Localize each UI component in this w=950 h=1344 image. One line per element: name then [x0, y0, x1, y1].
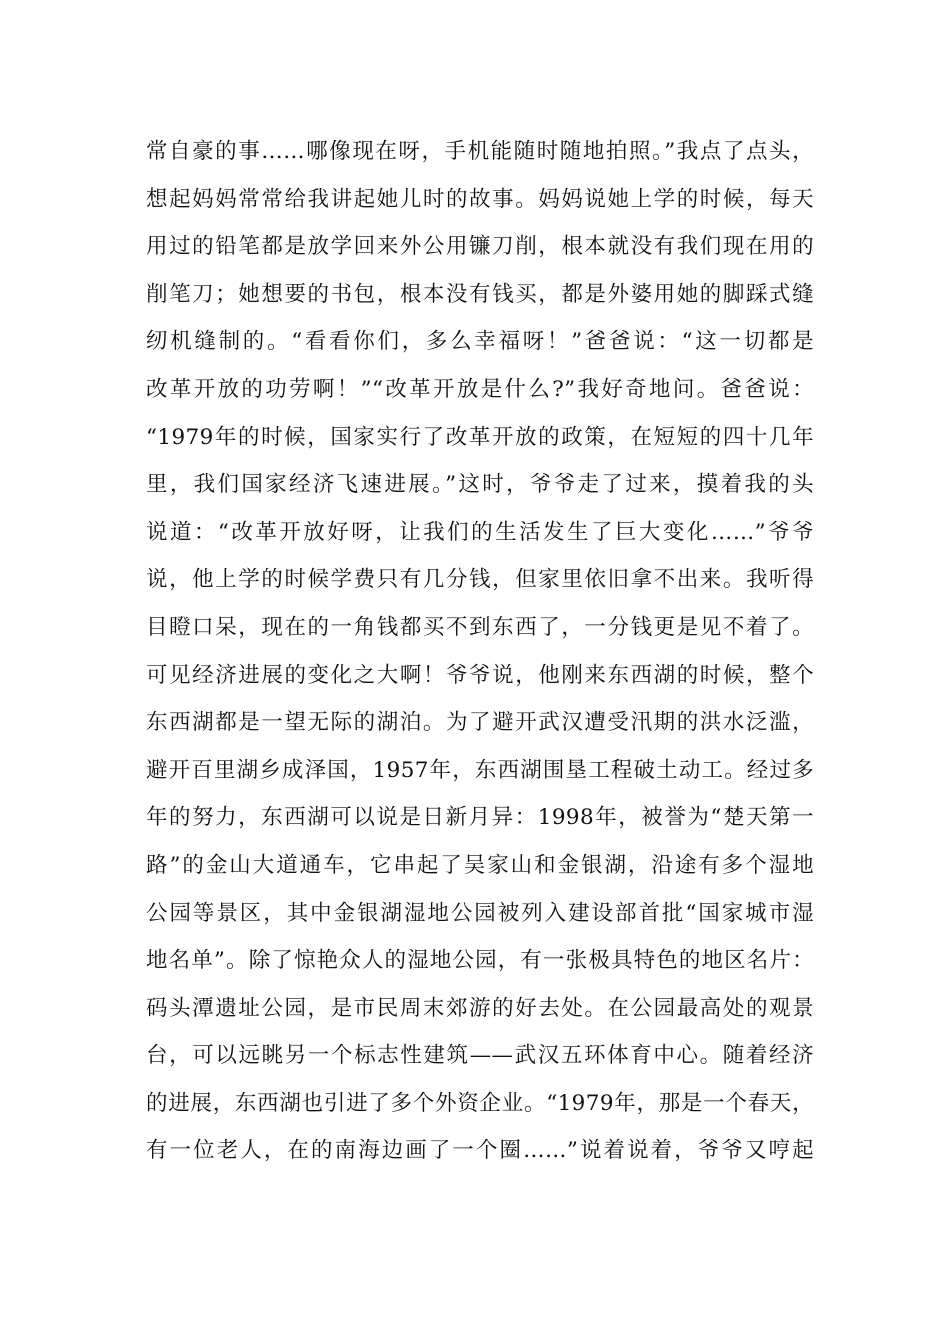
- text-line: 改革开放的功劳啊！”“改革开放是什么?”我好奇地问。爸爸说：: [146, 376, 814, 402]
- text-line: 码头潭遗址公园，是市民周末郊游的好去处。在公园最高处的观景: [146, 995, 814, 1021]
- text-line: 路”的金山大道通车，它串起了吴家山和金银湖，沿途有多个湿地: [146, 852, 814, 878]
- text-line: 常自豪的事……哪像现在呀，手机能随时随地拍照。”我点了点头，: [146, 139, 814, 164]
- text-line: 里，我们国家经济飞速进展。”这时，爷爷走了过来，摸着我的头: [146, 472, 814, 498]
- text-line: 东西湖都是一望无际的湖泊。为了避开武汉遭受汛期的洪水泛滥，: [146, 710, 814, 736]
- text-line: 地名单”。除了惊艳众人的湿地公园，有一张极具特色的地区名片：: [146, 948, 814, 974]
- text-line: 说，他上学的时候学费只有几分钱，但家里依旧拿不出来。我听得: [146, 567, 814, 593]
- text-line: 说道：“改革开放好呀，让我们的生活发生了巨大变化……”爷爷: [146, 519, 814, 545]
- text-line: 削笔刀；她想要的书包，根本没有钱买，都是外婆用她的脚踩式缝: [146, 281, 814, 307]
- text-line: “1979年的时候，国家实行了改革开放的政策，在短短的四十几年: [146, 424, 814, 450]
- text-line: 有一位老人，在的南海边画了一个圈……”说着说着，爷爷又哼起: [146, 1138, 814, 1164]
- body-text: [146, 128, 814, 1175]
- text-line: 年的努力，东西湖可以说是日新月异：1998年，被誉为“楚天第一: [146, 805, 814, 831]
- text-line: 目瞪口呆，现在的一角钱都买不到东西了，一分钱更是见不着了。: [146, 614, 814, 640]
- text-line: 纫机缝制的。“看看你们，多么幸福呀！”爸爸说：“这一切都是: [146, 329, 814, 355]
- text-line: 用过的铅笔都是放学回来外公用镰刀削，根本就没有我们现在用的: [146, 234, 814, 260]
- text-line: 可见经济进展的变化之大啊！爷爷说，他刚来东西湖的时候，整个: [146, 662, 814, 688]
- text-line: 台，可以远眺另一个标志性建筑——武汉五环体育中心。随着经济: [146, 1043, 814, 1069]
- text-line: 想起妈妈常常给我讲起她儿时的故事。妈妈说她上学的时候，每天: [146, 186, 814, 212]
- text-line: 公园等景区，其中金银湖湿地公园被列入建设部首批“国家城市湿: [146, 900, 814, 926]
- text-line: 避开百里湖乡成泽国，1957年，东西湖围垦工程破土动工。经过多: [146, 757, 814, 783]
- text-line: 的进展，东西湖也引进了多个外资企业。“1979年，那是一个春天，: [146, 1090, 814, 1116]
